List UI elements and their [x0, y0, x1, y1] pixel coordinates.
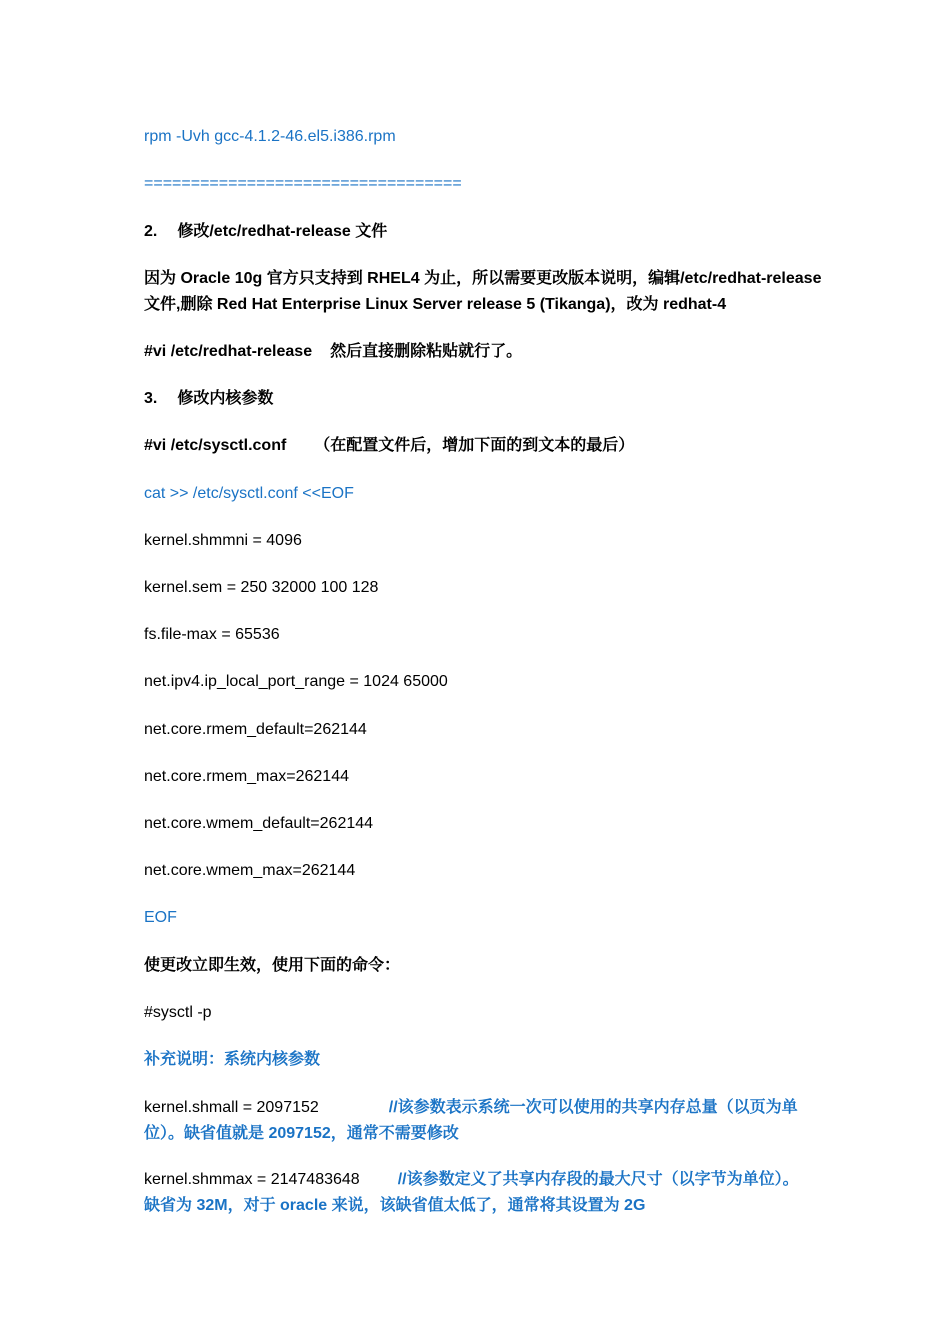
- shmmax-line1: [144, 1167, 799, 1192]
- vi-release-line: [144, 339, 522, 364]
- param-rmem-max: net.core.rmem_max=262144: [144, 768, 349, 785]
- vi-release-note: 然后直接删除粘贴就行了。: [330, 343, 523, 360]
- vi-sysctl-line: [144, 433, 634, 458]
- step3-title: 修改内核参数: [177, 390, 274, 407]
- shmall-note-part2: 位）。缺省值就是 2097152，通常不需要修改: [144, 1125, 459, 1142]
- step3-heading: [144, 386, 273, 411]
- shmmax-note-part1: //该参数定义了共享内存段的最大尺寸（以字节为单位）。: [397, 1171, 799, 1188]
- shmall-line1: [144, 1095, 798, 1120]
- step3-number: 3.: [144, 390, 158, 407]
- shmall-param: kernel.shmall = 2097152: [144, 1099, 319, 1116]
- param-wmem-max: net.core.wmem_max=262144: [144, 862, 356, 879]
- supplement-title: 补充说明：系统内核参数: [144, 1051, 321, 1068]
- param-file-max: fs.file-max = 65536: [144, 626, 280, 643]
- para1-line1: 因为 Oracle 10g 官方只支持到 RHEL4 为止，所以需要更改版本说明，编辑/etc/redhat-release: [144, 270, 822, 287]
- param-sem: kernel.sem = 250 32000 100 128: [144, 579, 379, 596]
- step2-title: 修改/etc/redhat-release 文件: [177, 223, 388, 240]
- param-wmem-default: net.core.wmem_default=262144: [144, 815, 374, 832]
- vi-sysctl-note: （在配置文件后，增加下面的到文本的最后）: [314, 437, 635, 454]
- sysctl-command: #sysctl -p: [144, 1004, 212, 1021]
- param-shmmni: kernel.shmmni = 4096: [144, 532, 302, 549]
- shmmax-param: kernel.shmmax = 2147483648: [144, 1171, 360, 1188]
- rpm-command: rpm -Uvh gcc-4.1.2-46.el5.i386.rpm: [144, 128, 396, 145]
- param-rmem-default: net.core.rmem_default=262144: [144, 721, 367, 738]
- param-port-range: net.ipv4.ip_local_port_range = 1024 65000: [144, 673, 448, 690]
- shmall-note-part1: //该参数表示系统一次可以使用的共享内存总量（以页为单: [388, 1099, 798, 1116]
- step2-heading: [144, 219, 387, 244]
- cat-command: cat >> /etc/sysctl.conf <<EOF: [144, 485, 354, 502]
- step2-number: 2.: [144, 223, 158, 240]
- eof-marker: EOF: [144, 909, 177, 926]
- shmmax-note-part2: 缺省为 32M，对于 oracle 来说，该缺省值太低了，通常将其设置为 2G: [144, 1197, 646, 1214]
- vi-sysctl-command: #vi /etc/sysctl.conf: [144, 437, 287, 454]
- apply-note: 使更改立即生效，使用下面的命令：: [144, 957, 401, 974]
- separator-line: ==================================: [144, 175, 462, 192]
- para1-line2: 文件,删除 Red Hat Enterprise Linux Server release 5 (Tikanga)，改为 redhat-4: [144, 296, 727, 313]
- vi-release-command: #vi /etc/redhat-release: [144, 343, 313, 360]
